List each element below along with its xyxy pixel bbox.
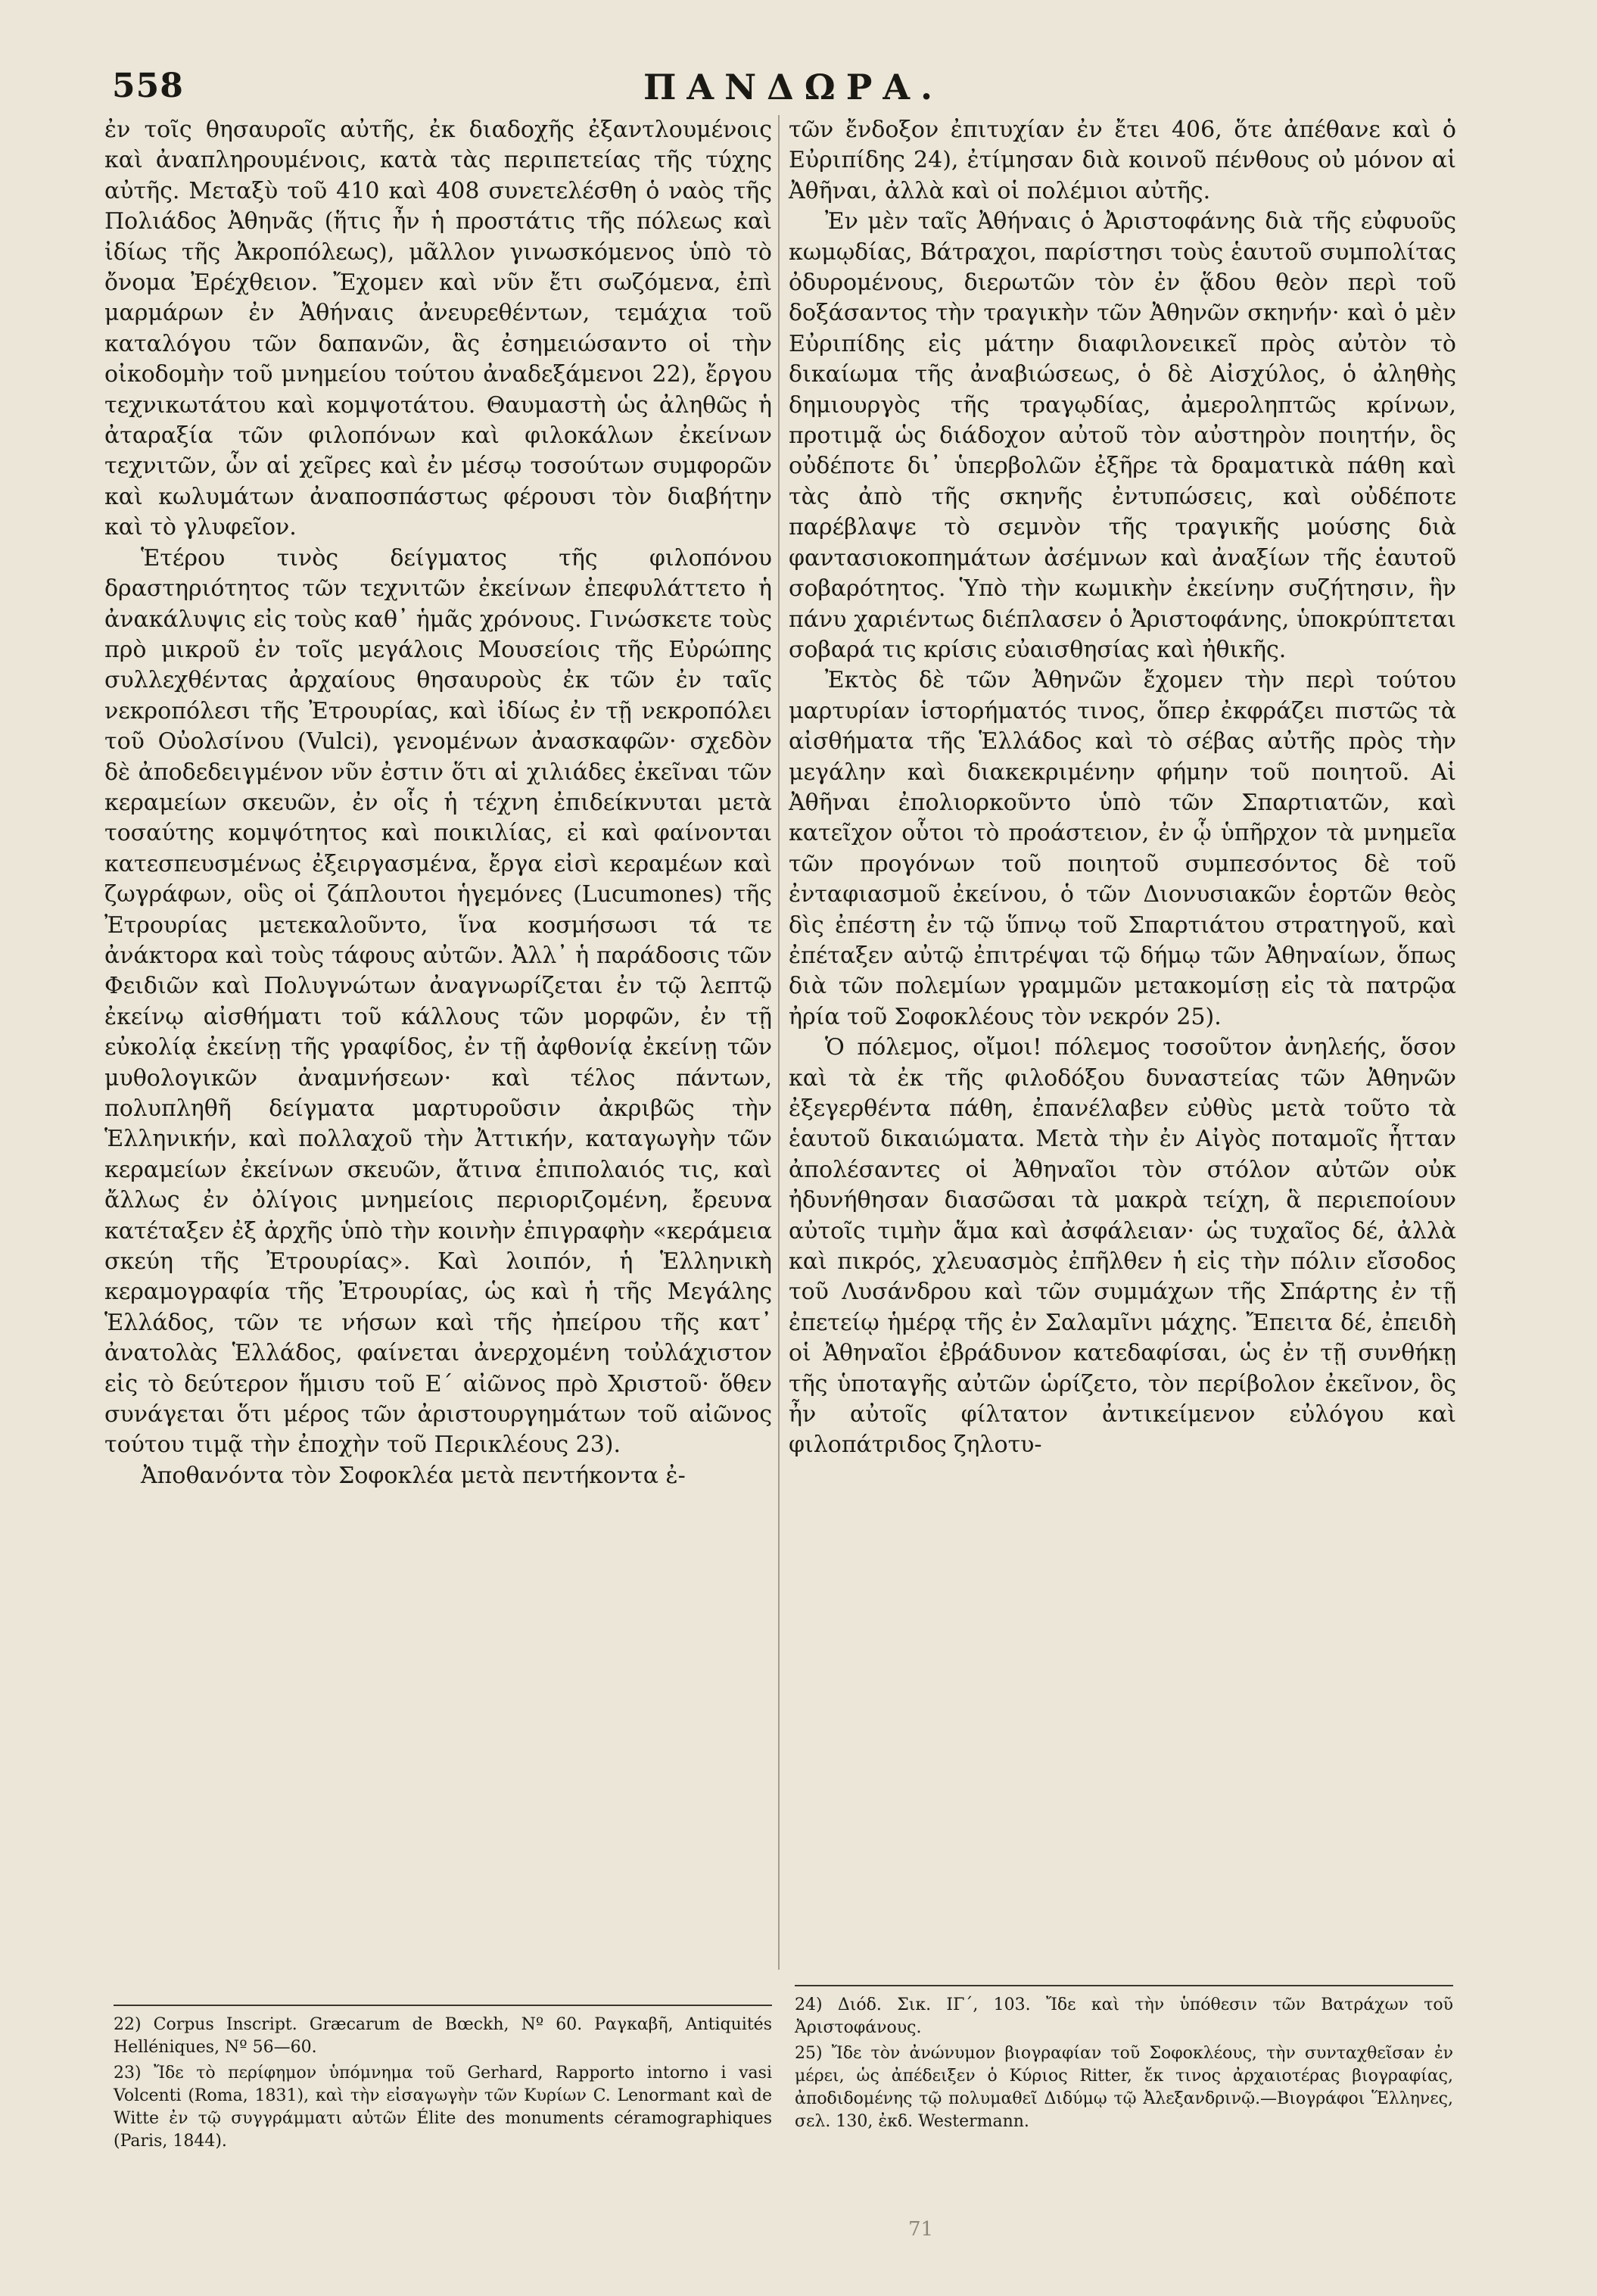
footnote-rule-left (114, 2005, 772, 2006)
right-paragraph: Ἐν μὲν ταῖς Ἀθήναις ὁ Ἀριστοφάνης διὰ τῆς εὐφυοῦς κωμῳδίας, Βάτραχοι, παρίστησι τοὺς ἑαυτοῦ συμπολίτας ὀδυρομένους, διερωτῶν τὸν ἐν ᾅδου θεὸν περὶ τοῦ δοξάσαντος τὴν τραγικὴν τῶν Ἀθηνῶν σκηνήν· καὶ ὁ μὲν Εὐριπίδης εἰς μάτην διαφιλονεικεῖ πρὸς αὐτὸν τὸ δικαίωμα τῆς ἀναβιώσεως, ὁ δὲ Αἰσχύλος, ὁ ἀληθὴς δημιουργὸς τῆς τραγῳδίας, ἀμεροληπτῶς κρίνων, προτιμᾷ ὡς διάδοχον αὐτοῦ τὸν αὐστηρὸν ποιητήν, ὃς οὐδέποτε δι᾽ ὑπερβολῶν ἐξῆρε τὰ δραματικὰ πάθη καὶ τὰς ἀπὸ τῆς σκηνῆς ἐντυπώσεις, καὶ οὐδέποτε παρέβλαψε τὸ σεμνὸν τῆς τραγικῆς μούσης διὰ φαντασιοκοπημάτων ἀσέμνων καὶ ἀναξίων τῆς ἑαυτοῦ σοβαρότητος. Ὑπὸ τὴν κωμικὴν ἐκείνην συζήτησιν, ἣν πάνυ χαριέντως διέπλασεν ὁ Ἀριστοφάνης, ὑποκρύπτεται σοβαρά τις κρίσις εὐαισθησίας καὶ ἠθικῆς. (789, 208, 1456, 663)
footnote-25: 25) Ἴδε τὸν ἀνώνυμον βιογραφίαν τοῦ Σοφοκλέους, τὴν συνταχθεῖσαν ἐν μέρει, ὡς ἀπέδειξεν ὁ Κύριος Ritter, ἔκ τινος ἀρχαιοτέρας βιογραφίας, ἀποδιδομένης τῷ πολυμαθεῖ Διδύμῳ τῷ Ἀλεξανδρινῷ.—Βιογράφοι Ἕλληνες, σελ. 130, ἐκδ. Westermann. (795, 2044, 1453, 2131)
left-paragraph: ἐν τοῖς θησαυροῖς αὐτῆς, ἐκ διαδοχῆς ἐξαντλουμένοις καὶ ἀναπληρουμένοις, κατὰ τὰς περιπετείας τῆς τύχης αὐτῆς. Μεταξὺ τοῦ 410 καὶ 408 συνετελέσθη ὁ ναὸς τῆς Πολιάδος Ἀθηνᾶς (ἥτις ἦν ἡ προστάτις τῆς πόλεως καὶ ἰδίως τῆς Ἀκροπόλεως), μᾶλλον γινωσκόμενος ὑπὸ τὸ ὄνομα Ἐρέχθειον. Ἔχομεν καὶ νῦν ἔτι σωζόμενα, ἐπὶ μαρμάρων ἐν Ἀθήναις ἀνευρεθέντων, τεμάχια τοῦ καταλόγου τῶν δαπανῶν, ἃς ἐσημειώσαντο οἱ τὴν οἰκοδομὴν τοῦ μνημείου τούτου ἀναδεξάμενοι 22), ἔργου τεχνικωτάτου καὶ κομψοτάτου. Θαυμαστὴ ὡς ἀληθῶς ἡ ἀταραξία τῶν φιλοπόνων καὶ φιλοκάλων ἐκείνων τεχνιτῶν, ὧν αἱ χεῖρες καὶ ἐν μέσῳ τοσούτων συμφορῶν καὶ κωλυμάτων ἀναποσπάστως φέρουσι τὸν διαβήτην καὶ τὸ γλυφεῖον. (104, 117, 772, 541)
page-header (112, 67, 1474, 112)
running-title: ΠΑΝΔΩΡΑ. (643, 67, 944, 107)
signature-mark: 71 (908, 2218, 934, 2241)
right-paragraph: τῶν ἔνδοξον ἐπιτυχίαν ἐν ἔτει 406, ὅτε ἀπέθανε καὶ ὁ Εὐριπίδης 24), ἐτίμησαν διὰ κοινοῦ πένθους οὐ μόνον αἱ Ἀθῆναι, ἀλλὰ καὶ οἱ πολέμιοι αὐτῆς. (789, 117, 1456, 204)
page-number: 558 (112, 67, 184, 105)
footnote-23: 23) Ἴδε τὸ περίφημον ὑπόμνημα τοῦ Gerhard, Rapporto intorno i vasi Volcenti (Roma, 1831), καὶ τὴν εἰσαγωγὴν τῶν Κυρίων C. Lenormant καὶ de Witte ἐν τῷ συγγράμματι αὐτῶν Élite des monuments céramographiques (Paris, 1844). (114, 2064, 772, 2151)
right-column (789, 115, 1456, 1461)
right-paragraph: Ἐκτὸς δὲ τῶν Ἀθηνῶν ἔχομεν τὴν περὶ τούτου μαρτυρίαν ἱστορήματός τινος, ὅπερ ἐκφράζει πιστῶς τὰ αἰσθήματα τῆς Ἑλλάδος καὶ τὸ σέβας αὐτῆς πρὸς τὴν μεγάλην καὶ διακεκριμένην φήμην τοῦ ποιητοῦ. Αἱ Ἀθῆναι ἐπολιορκοῦντο ὑπὸ τῶν Σπαρτιατῶν, καὶ κατεῖχον οὗτοι τὸ προάστειον, ἐν ᾧ ὑπῆρχον τὰ μνημεῖα τῶν προγόνων τοῦ ποιητοῦ συμπεσόντος δὲ τοῦ ἐνταφιασμοῦ ἐκείνου, ὁ τῶν Διονυσιακῶν ἑορτῶν θεὸς δὶς ἐπέστη ἐν τῷ ὕπνῳ τοῦ Σπαρτιάτου στρατηγοῦ, καὶ ἐπέταξεν αὐτῷ ἐπιτρέψαι τῷ δήμῳ τῶν Ἀθηναίων, ὅπως διὰ τῶν πολεμίων γραμμῶν μετακομίσῃ εἰς τὰ πατρῷα ἠρία τοῦ Σοφοκλέους τὸν νεκρόν 25). (789, 667, 1456, 1030)
footnotes-left (114, 2014, 772, 2153)
left-column (104, 115, 772, 1491)
left-paragraph: Ἑτέρου τινὸς δείγματος τῆς φιλοπόνου δραστηριότητος τῶν τεχνιτῶν ἐκείνων ἐπεφυλάττετο ἡ ἀνακάλυψις εἰς τοὺς καθ᾽ ἡμᾶς χρόνους. Γινώσκετε τοὺς πρὸ μικροῦ ἐν τοῖς μεγάλοις Μουσείοις τῆς Εὐρώπης συλλεχθέντας ἀρχαίους θησαυροὺς ἐκ τῶν ἐν ταῖς νεκροπόλεσι τῆς Ἐτρουρίας, καὶ ἰδίως ἐν τῇ νεκροπόλει τοῦ Οὐολσίνου (Vulci), γενομένων ἀνασκαφῶν· σχεδὸν δὲ ἀποδεδειγμένον νῦν ἐστιν ὅτι αἱ χιλιάδες ἐκεῖναι τῶν κεραμείων σκευῶν, ἐν οἷς ἡ τέχνη ἐπιδείκνυται μετὰ τοσαύτης κομψότητος καὶ ποικιλίας, εἰ καὶ φαίνονται κατεσπευσμένως ἐξειργασμένα, ἔργα εἰσὶ κεραμέων καὶ ζωγράφων, οὓς οἱ ζάπλουτοι ἡγεμόνες (Lucumones) τῆς Ἐτρουρίας μετεκαλοῦντο, ἵνα κοσμήσωσι τά τε ἀνάκτορα καὶ τοὺς τάφους αὐτῶν. Ἀλλ᾽ ἡ παράδοσις τῶν Φειδιῶν καὶ Πολυγνώτων ἀναγνωρίζεται ἐν τῷ λεπτῷ ἐκείνῳ αἰσθήματι τοῦ κάλλους τῶν μορφῶν, ἐν τῇ εὐκολίᾳ ἐκείνῃ τῆς γραφίδος, ἐν τῇ ἀφθονίᾳ ἐκείνῃ τῶν μυθολογικῶν ἀναμνήσεων· καὶ τέλος πάντων, πολυπληθῆ δείγματα μαρτυροῦσιν ἀκριβῶς τὴν Ἑλληνικήν, καὶ πολλαχοῦ τὴν Ἀττικήν, καταγωγὴν τῶν κεραμείων ἐκείνων σκευῶν, ἅτινα ἐπιπολαιός τις, καὶ ἄλλως ἐν ὀλίγοις μνημείοις περιοριζομένη, ἔρευνα κατέταξεν ἐξ ἀρχῆς ὑπὸ τὴν κοινὴν ἐπιγραφὴν «κεράμεια σκεύη τῆς Ἐτρουρίας». Καὶ λοιπόν, ἡ Ἑλληνικὴ κεραμογραφία τῆς Ἐτρουρίας, ὡς καὶ ἡ τῆς Μεγάλης Ἑλλάδος, τῶν τε νήσων καὶ τῆς ἠπείρου τῆς κατ᾽ ἀνατολὰς Ἑλλάδος, φαίνεται ἀνερχομένη τοὐλάχιστον εἰς τὸ δεύτερον ἥμισυ τοῦ Ε´ αἰῶνος πρὸ Χριστοῦ· ὅθεν συνάγεται ὅτι μέρος τῶν ἀριστουργημάτων τοῦ αἰῶνος τούτου τιμᾷ τὴν ἐποχὴν τοῦ Περικλέους 23). (104, 544, 772, 1459)
left-paragraph: Ἀποθανόντα τὸν Σοφοκλέα μετὰ πεντήκοντα ἐ- (141, 1462, 686, 1489)
footnote-24: 24) Διόδ. Σικ. ΙΓ´, 103. Ἴδε καὶ τὴν ὑπόθεσιν τῶν Βατράχων τοῦ Ἀριστοφάνους. (795, 1995, 1453, 2037)
footnotes-right (795, 1994, 1453, 2133)
column-divider (778, 115, 780, 1970)
right-paragraph: Ὁ πόλεμος, οἴμοι! πόλεμος τοσοῦτον ἀνηλεής, ὅσον καὶ τὰ ἐκ τῆς φιλοδόξου δυναστείας τῶν Ἀθηνῶν ἐξεγερθέντα πάθη, ἐπανέλαβεν εὐθὺς μετὰ τοῦτο τὰ ἑαυτοῦ δικαιώματα. Μετὰ τὴν ἐν Αἰγὸς ποταμοῖς ἧτταν ἀπολέσαντες οἱ Ἀθηναῖοι τὸν στόλον αὐτῶν οὐκ ἠδυνήθησαν διασῶσαι τὰ μακρὰ τείχη, ἃ περιεποίουν αὐτοῖς τιμὴν ἅμα καὶ ἀσφάλειαν· ὡς τυχαῖος δέ, ἀλλὰ καὶ πικρός, χλευασμὸς ἐπῆλθεν ἡ εἰς τὴν πόλιν εἴσοδος τοῦ Λυσάνδρου καὶ τῶν συμμάχων τῆς Σπάρτης ἐν τῇ ἐπετείῳ ἡμέρᾳ τῆς ἐν Σαλαμῖνι μάχης. Ἔπειτα δέ, ἐπειδὴ οἱ Ἀθηναῖοι ἐβράδυνον κατεδαφίσαι, ὡς ἐν τῇ συνθήκῃ τῆς ὑποταγῆς αὐτῶν ὡρίζετο, τὸν περίβολον ἐκεῖνον, ὃς ἦν αὐτοῖς φίλτατον ἀντικείμενον εὐλόγου καὶ φιλοπάτριδος ζηλοτυ- (789, 1034, 1456, 1459)
footnote-rule-right (795, 1985, 1453, 1986)
footnote-22: 22) Corpus Inscript. Græcarum de Bœckh, Nº 60. Ραγκαβῆ, Antiquités Helléniques, Nº 56—60. (114, 2015, 772, 2057)
